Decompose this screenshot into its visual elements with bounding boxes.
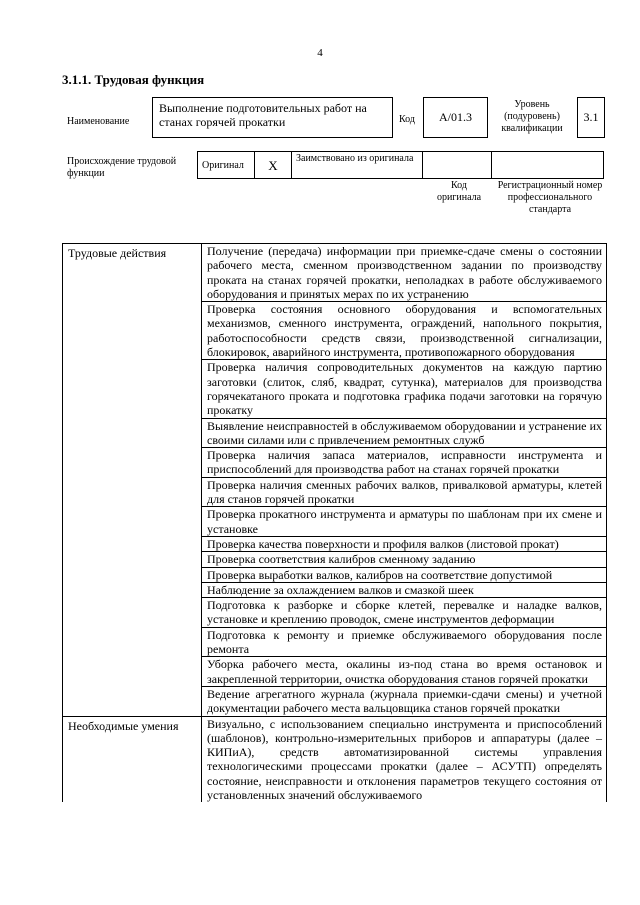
code-label: Код — [399, 114, 415, 125]
function-details-table — [62, 243, 607, 802]
origin-table — [197, 151, 604, 179]
table-row — [63, 716, 607, 802]
code-original-caption: Код оригинала — [436, 180, 482, 203]
labor-action-item: Проверка наличия сменных рабочих валков, привалковой арматуры, клетей для станов горячей прокатки — [202, 477, 607, 507]
labor-action-item: Проверка соответствия калибров сменному заданию — [202, 552, 607, 567]
labor-action-item: Проверка выработки валков, калибров на соответствие допустимой — [202, 567, 607, 582]
skills-item: Визуально, с использованием специально инструмента и приспособлений (шаблонов), контрольно-измерительных приборов и аппаратуры (далее – КИПиА), средств автоматизированной системы управления технологическими процессами прокатки (далее – АСУТП) определять состояние, неисправности и отклонения параметров текущего состояния от установленных значений обслуживаемого — [202, 716, 607, 802]
reg-number-caption: Регистрационный номер профессионального стандарта — [497, 180, 603, 215]
section-title: 3.1.1. Трудовая функция — [62, 72, 205, 87]
origin-reg-cell — [492, 152, 604, 179]
origin-code-cell — [423, 152, 492, 179]
labor-action-item: Подготовка к ремонту и приемке обслуживаемого оборудования после ремонта — [202, 627, 607, 657]
skills-label: Необходимые умения — [63, 716, 202, 802]
labor-action-item: Проверка качества поверхности и профиля валков (листовой прокат) — [202, 536, 607, 551]
page-number: 4 — [317, 47, 323, 59]
level-label: Уровень (подуровень) квалификации — [501, 99, 563, 134]
level-field: 3.1 — [577, 97, 605, 138]
origin-label — [67, 156, 193, 180]
labor-action-item: Проверка наличия запаса материалов, исправности инструмента и приспособлений для производства работ на станах горячей прокатки — [202, 448, 607, 478]
labor-action-item: Проверка прокатного инструмента и арматуры по шаблонам при их смене и установке — [202, 507, 607, 537]
labor-action-item: Проверка наличия сопроводительных документов на каждую партию заготовки (слиток, сляб, квадрат, сутунка), материалов для производства горячекатаного проката и подготовка графика подачи заготовки на горячую прокатку — [202, 360, 607, 418]
labor-action-item: Ведение агрегатного журнала (журнала приемки-сдачи смены) и учетной документации рабочего места вальцовщика станов горячей прокатки — [202, 686, 607, 716]
origin-borrowed-cell: Заимствовано из оригинала — [292, 152, 423, 179]
origin-mark-cell: X — [255, 152, 292, 179]
labor-action-item: Наблюдение за охлаждением валков и смазкой шеек — [202, 582, 607, 597]
labor-action-item: Получение (передача) информации при приемке-сдаче смены о состоянии рабочего места, сменном производственном задании по производству проката на станах горячей прокатки, неполадках в работе обслуживаемого оборудования и принятых мерах по их устранению — [202, 244, 607, 302]
origin-label-text: Происхождение трудовой функции — [67, 156, 177, 179]
labor-action-item: Выявление неисправностей в обслуживаемом оборудовании и устранение их своими силами или с привлечением ремонтных служб — [202, 418, 607, 448]
table-row — [63, 244, 607, 302]
labor-action-item: Уборка рабочего места, окалины из-под стана во время остановок и закрепленной территории, очистка оборудования станов горячей прокатки — [202, 657, 607, 687]
function-name-field: Выполнение подготовительных работ на станах горячей прокатки — [152, 97, 393, 138]
labor-actions-label: Трудовые действия — [63, 244, 202, 717]
name-label: Наименование — [67, 116, 130, 127]
labor-action-item: Подготовка к разборке и сборке клетей, перевалке и наладке валков, установке и креплению проводок, смене инструментов деформации — [202, 598, 607, 628]
origin-original-cell: Оригинал — [198, 152, 255, 179]
code-field: A/01.3 — [423, 97, 488, 138]
labor-action-item: Проверка состояния основного оборудования и вспомогательных механизмов, сменного инструмента, ограждений, напольного покрытия, работоспособности средств связи, производственной сигнализации, блокировок, аварийного инструмента, противопожарного оборудования — [202, 302, 607, 360]
